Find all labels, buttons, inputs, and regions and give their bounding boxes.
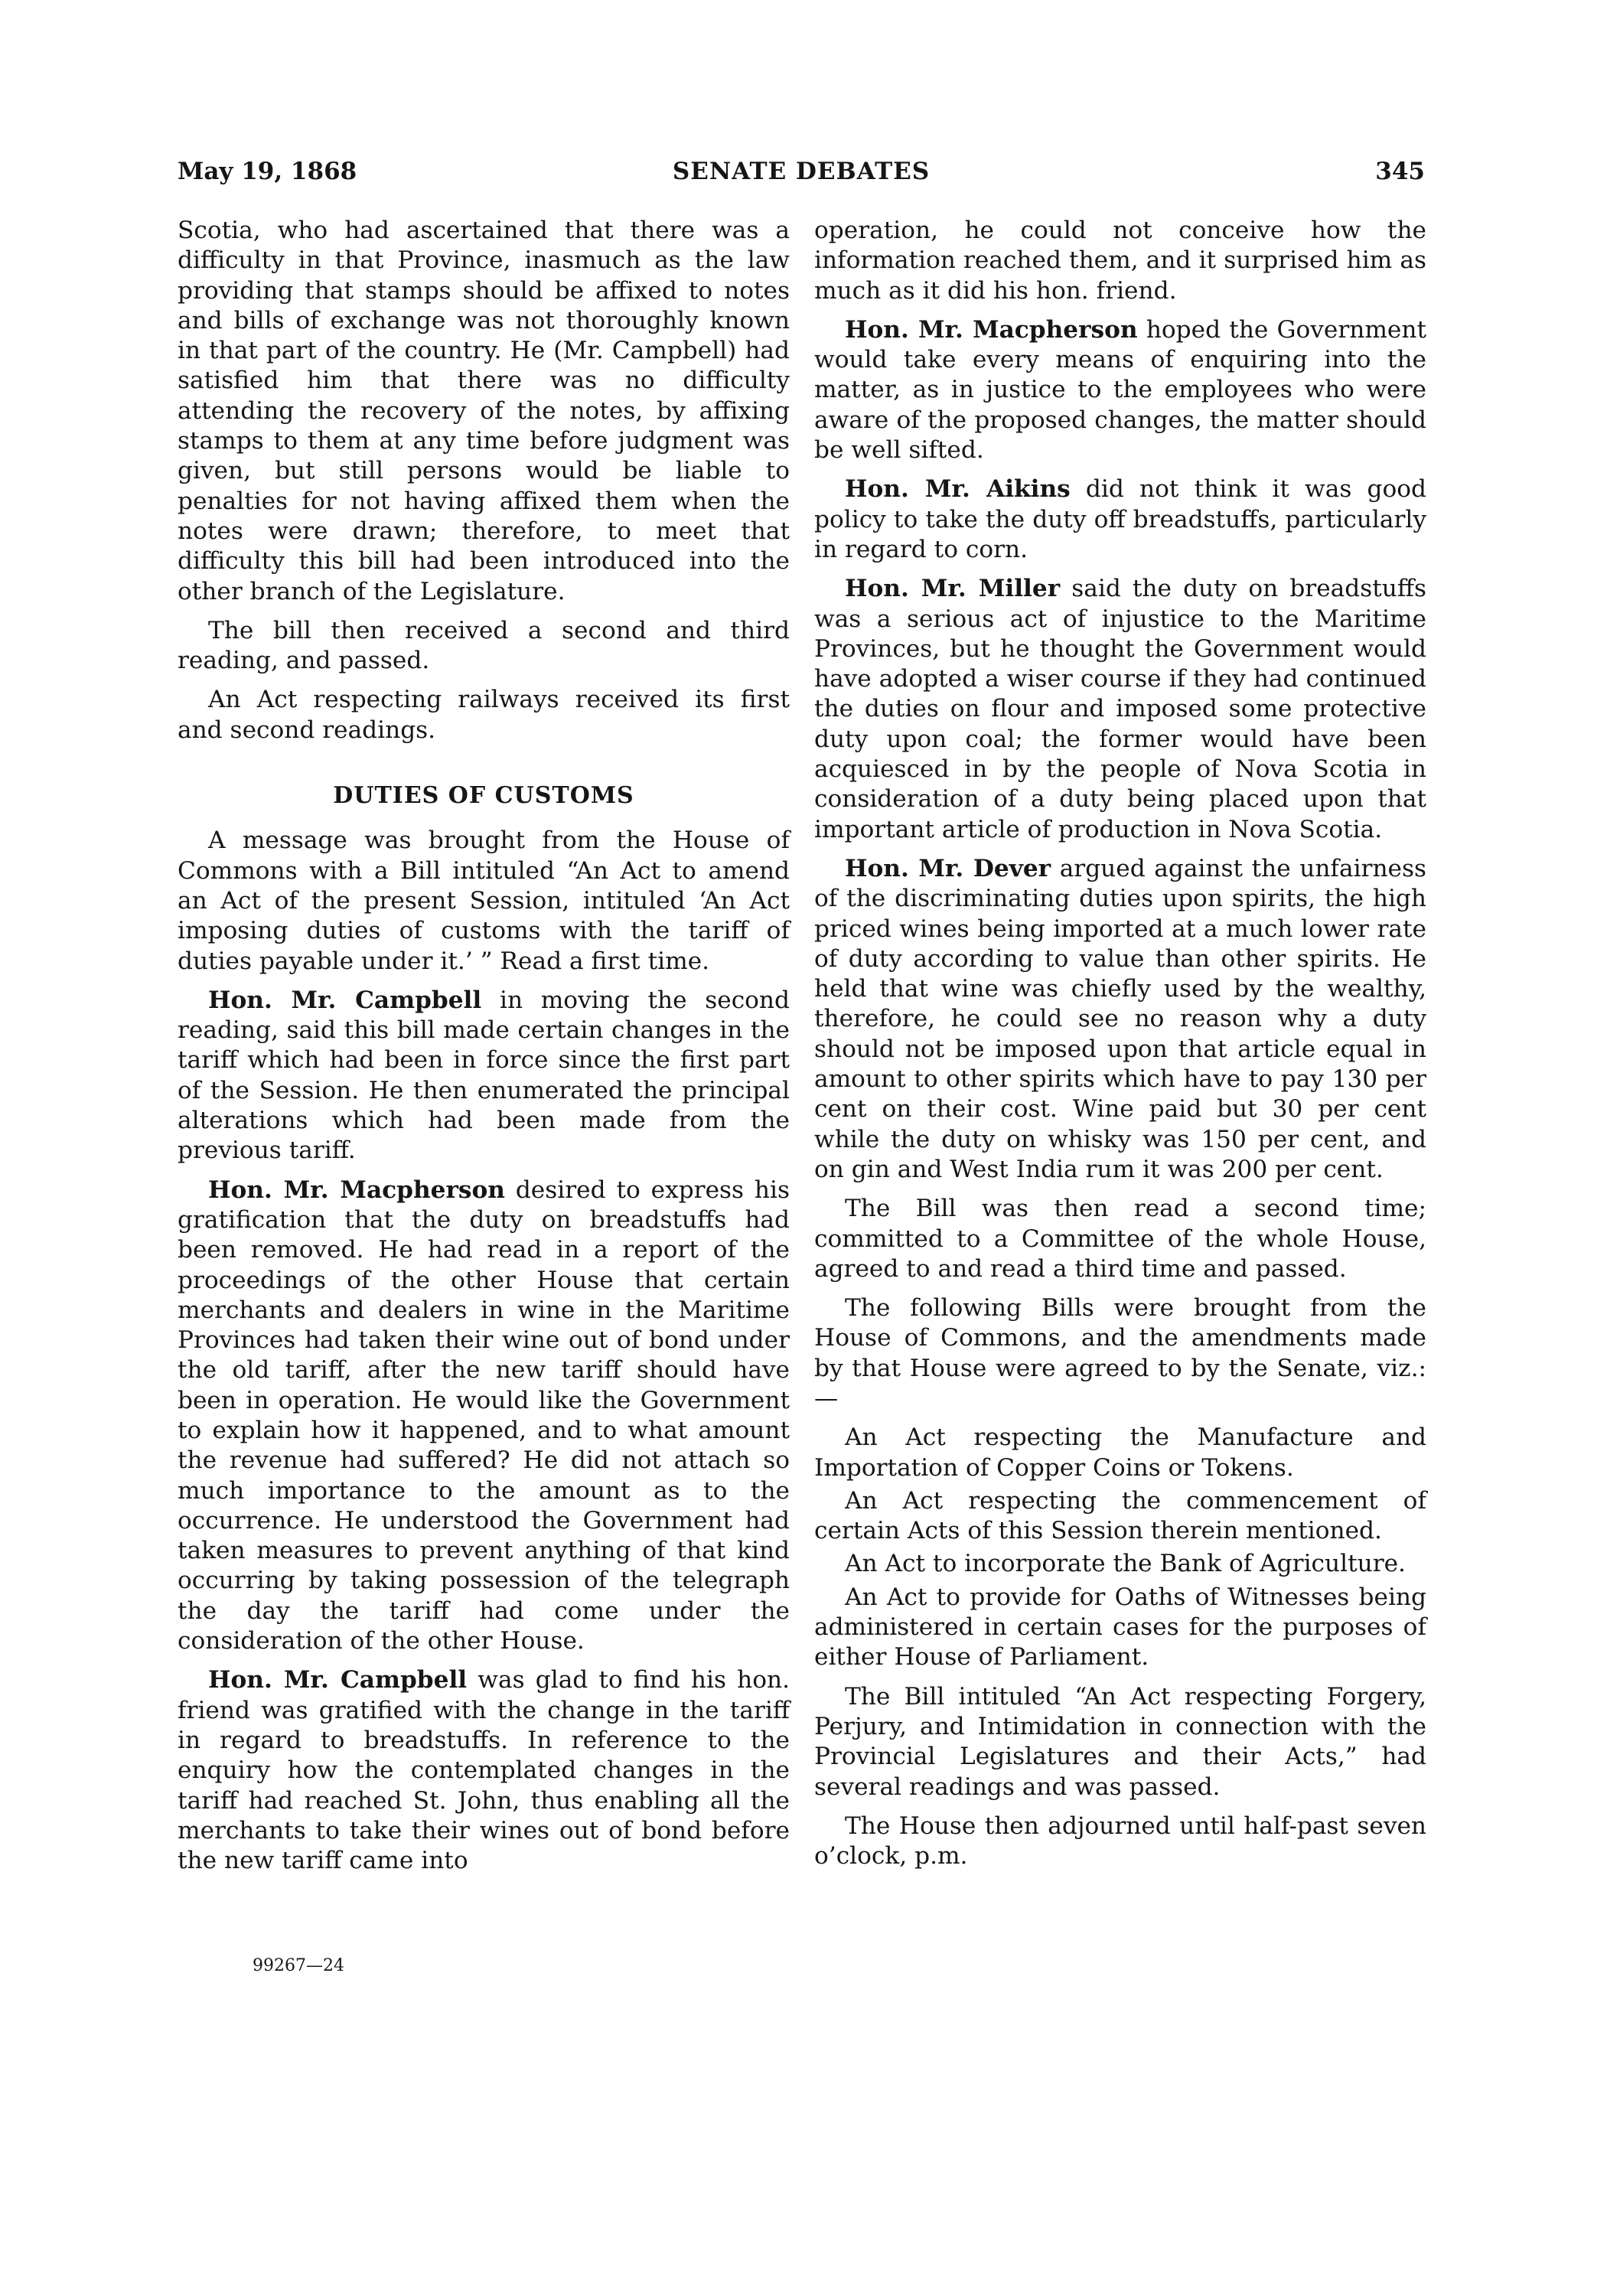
paragraph: The following Bills were brought from the House of Commons, and the amendments made by that House were agreed to by the Senate, viz.:— xyxy=(814,1294,1426,1412)
speaker-name: Hon. Mr. Campbell xyxy=(208,986,482,1014)
bill-item: An Act respecting the commencement of certain Acts of this Session therein mentioned. xyxy=(814,1486,1426,1545)
speech-text: desired to express his gratification that the duty on breadstuffs had been removed. He had read in a report of the proceedings of the other House that certain merchants and dealers in wine in the Maritime Provinces had taken their wine out of bond under the old tariff, after the new tariff should have been in operation. He would like the Government to explain how it happened, and to what amount the revenue had suffered? He did not attach so much importance to the amount as to the occurrence. He understood the Government had taken measures to prevent anything of that kind occurring by taking possession of the telegraph the day the tariff had come under the consideration of the other House. xyxy=(178,1176,790,1655)
paragraph: The Bill intituled “An Act respecting Forgery, Perjury, and Intimidation in connection with the Provincial Legislatures and their Acts,” had several readings and was passed. xyxy=(814,1682,1426,1801)
speech-paragraph xyxy=(814,574,1426,845)
paragraph: The House then adjourned until half-past seven o’clock, p.m. xyxy=(814,1812,1426,1870)
bill-item: An Act respecting the Manufacture and Importation of Copper Coins or Tokens. xyxy=(814,1424,1426,1482)
speech-paragraph xyxy=(178,986,790,1166)
speaker-name: Hon. Mr. Macpherson xyxy=(208,1176,505,1204)
speech-paragraph xyxy=(814,475,1426,565)
speech-text: in moving the second reading, said this bill made certain changes in the tariff which had been in force since the first part of the Session. He then enumerated the principal alterations which had been made from the previous tariff. xyxy=(178,986,790,1165)
speech-text: hoped the Government would take every means of enquiring into the matter, as in justice to the employees who were aware of the proposed changes, the matter should be well sifted. xyxy=(814,315,1426,465)
speaker-name: Hon. Mr. Campbell xyxy=(208,1666,468,1694)
paragraph: The Bill was then read a second time; committed to a Committee of the whole House, agreed to and read a third time and passed. xyxy=(814,1195,1426,1283)
section-heading: DUTIES OF CUSTOMS xyxy=(333,782,634,810)
speaker-name: Hon. Mr. Macpherson xyxy=(845,315,1138,344)
left-column xyxy=(178,216,790,1885)
speech-paragraph xyxy=(178,1176,790,1657)
speech-text: said the duty on breadstuffs was a serious act of injustice to the Maritime Provinces, but he thought the Government would have adopted a wiser course if they had continued the duties on flour and imposed some protective duty upon coal; the former would have been acquiesced in by the people of Nova Scotia in consideration of a duty being placed upon that important article of production in Nova Scotia. xyxy=(814,575,1426,843)
paragraph: operation, he could not conceive how the information reached them, and it surprised him as much as it did his hon. friend. xyxy=(814,217,1426,305)
header-title: SENATE DEBATES xyxy=(672,158,931,185)
speech-text: was glad to find his hon. friend was gratified with the change in the tariff in regard to breadstuffs. In reference to the enquiry how the contemplated changes in the tariff had reached St. John, thus enabling all the merchants to take their wines out of bond before the new tariff came into xyxy=(178,1666,790,1875)
header-page-number: 345 xyxy=(1375,158,1425,185)
bill-item: An Act to provide for Oaths of Witnesses being administered in certain cases for the purposes of either House of Parliament. xyxy=(814,1583,1426,1671)
speech-paragraph xyxy=(178,1665,790,1876)
speech-text: argued against the unfairness of the discriminating duties upon spirits, the high priced wines being imported at a much lower rate of duty according to value than other spirits. He held that wine was chiefly used by the wealthy, therefore, he could see no reason why a duty should not be imposed upon that article equal in amount to other spirits which have to pay 130 per cent on their cost. Wine paid but 30 per cent while the duty on whisky was 150 per cent, and on gin and West India rum it was 200 per cent. xyxy=(814,854,1427,1183)
header-date: May 19, 1868 xyxy=(178,158,357,185)
paragraph: Scotia, who had ascertained that there was a difficulty in that Province, inasmuch as the law providing that stamps should be affixed to notes and bills of exchange was not thoroughly known in that part of the country. He (Mr. Campbell) had satisfied him that there was no difficulty attending the recovery of the notes, by affixing stamps to them at any time before judgment was given, but still persons would be liable to penalties for not having affixed them when the notes were drawn; therefore, to meet that difficulty this bill had been introduced into the other branch of the Legislature. xyxy=(178,217,790,605)
speech-paragraph xyxy=(814,315,1426,465)
speaker-name: Hon. Mr. Miller xyxy=(845,575,1061,603)
paragraph: A message was brought from the House of Commons with a Bill intituled “An Act to amend an Act of the present Session, intituled ‘An Act imposing duties of customs with the tariff of duties payable under it.’ ” Read a first time. xyxy=(178,827,790,975)
speech-text: did not think it was good policy to take the duty off breadstuffs, particularly in regard to corn. xyxy=(814,475,1427,563)
bill-item: An Act to incorporate the Bank of Agriculture. xyxy=(845,1550,1406,1578)
folio-number: 99267—24 xyxy=(253,1956,344,1975)
paragraph: An Act respecting railways received its first and second readings. xyxy=(178,686,790,744)
speaker-name: Hon. Mr. Dever xyxy=(845,854,1051,882)
page-header xyxy=(178,158,1425,196)
speech-paragraph xyxy=(814,854,1426,1185)
speaker-name: Hon. Mr. Aikins xyxy=(845,475,1071,504)
paragraph: The bill then received a second and third reading, and passed. xyxy=(178,616,790,675)
right-column xyxy=(814,216,1426,1880)
